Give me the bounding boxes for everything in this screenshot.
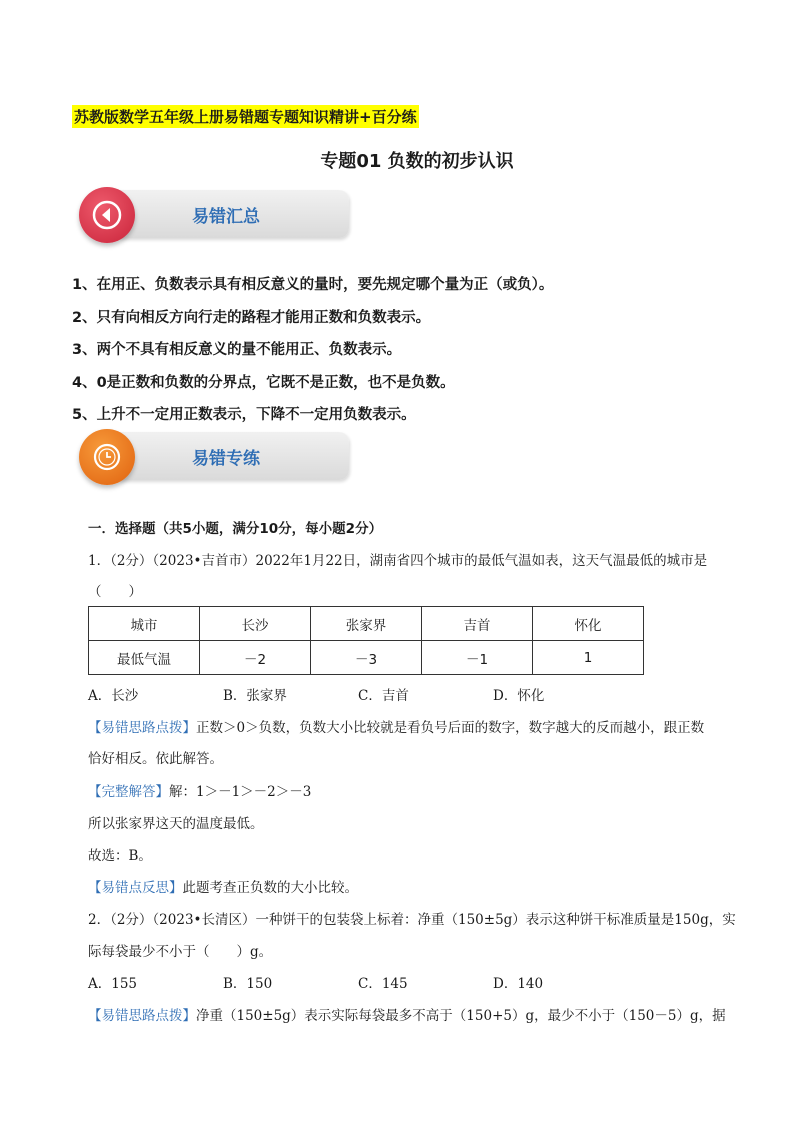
option-c: C．吉首 [358,688,409,704]
list-item: 1、在用正、负数表示具有相反意义的量时，要先规定哪个量为正（或负）。 [72,277,554,293]
table-cell: －2 [200,641,311,675]
answer-conclusion: 所以张家界这天的温度最低。 [88,816,264,832]
table-cell: 怀化 [533,607,644,641]
mistake-summary-list [72,273,553,436]
page-title: 专题01 负数的初步认识 [320,151,514,172]
question-2-options [88,972,628,992]
table-row [89,607,644,641]
question-1-stem: 1．（2分）（2023•吉首市）2022年1月22日，湖南省四个城市的最低气温如表，这天气温最低的城市是 [88,553,708,569]
hint-tag: 【易错思路点拨】 [88,720,196,736]
list-item: 2、只有向相反方向行走的路程才能用正数和负数表示。 [72,309,431,326]
series-banner: 苏教版数学五年级上册易错题专题知识精讲+百分练 [72,105,419,128]
option-a: A．155 [88,976,138,992]
answer-line [88,780,311,800]
question-1-blank: （ ） [88,584,142,600]
hint-text: 正数＞0＞负数，负数大小比较就是看负号后面的数字，数字越大的反而越小，跟正数 [196,720,705,736]
option-d: D．140 [493,976,544,992]
reflection-line [88,876,358,896]
table-cell: －1 [422,641,533,675]
hint-text: 净重（150±5g）表示实际每袋最多不高于（150+5）g，最少不小于（150－5）g，据 [196,1008,726,1024]
table-cell: 1 [533,641,644,675]
section-label: 易错专练 [192,449,260,469]
section-header-mistake-practice [79,432,351,482]
list-item: 5、上升不一定用正数表示，下降不一定用负数表示。 [72,407,416,423]
answer-tag: 【完整解答】 [88,784,169,800]
reflection-text: 此题考查正负数的大小比较。 [182,880,358,896]
hint-line [88,1004,726,1024]
table-cell: －3 [311,641,422,675]
table-cell: 最低气温 [89,641,200,675]
back-arrow-icon [79,187,135,243]
table-row [89,641,644,675]
table-cell: 城市 [89,607,200,641]
option-c: C．145 [358,976,408,992]
question-2-stem-continued: 际每袋最少不小于（ ）g。 [88,944,273,960]
reflection-tag: 【易错点反思】 [88,880,183,896]
clock-icon [79,429,135,485]
table-cell: 长沙 [200,607,311,641]
table-cell: 张家界 [311,607,422,641]
list-item: 4、0是正数和负数的分界点，它既不是正数，也不是负数。 [72,374,455,391]
question-2-stem: 2．（2分）（2023•长清区）一种饼干的包装袋上标着：净重（150±5g）表示这种饼干标准质量是150g，实 [88,912,736,928]
option-a: A．长沙 [88,688,139,704]
list-item: 3、两个不具有相反意义的量不能用正、负数表示。 [72,342,402,358]
hint-line [88,716,704,736]
table-cell: 吉首 [422,607,533,641]
question-1-options [88,684,628,704]
hint-tag: 【易错思路点拨】 [88,1008,196,1024]
answer-text: 解：1＞－1＞－2＞－3 [169,784,312,800]
part-heading: 一．选择题（共5小题，满分10分，每小题2分） [88,521,383,537]
temperature-table [88,606,644,675]
option-b: B．张家界 [223,688,287,704]
answer-choice: 故选：B。 [88,848,152,864]
section-header-mistake-summary [79,190,351,240]
option-b: B．150 [223,976,273,992]
hint-continuation: 恰好相反。依此解答。 [88,751,223,767]
option-d: D．怀化 [493,688,545,704]
section-label: 易错汇总 [192,207,260,227]
